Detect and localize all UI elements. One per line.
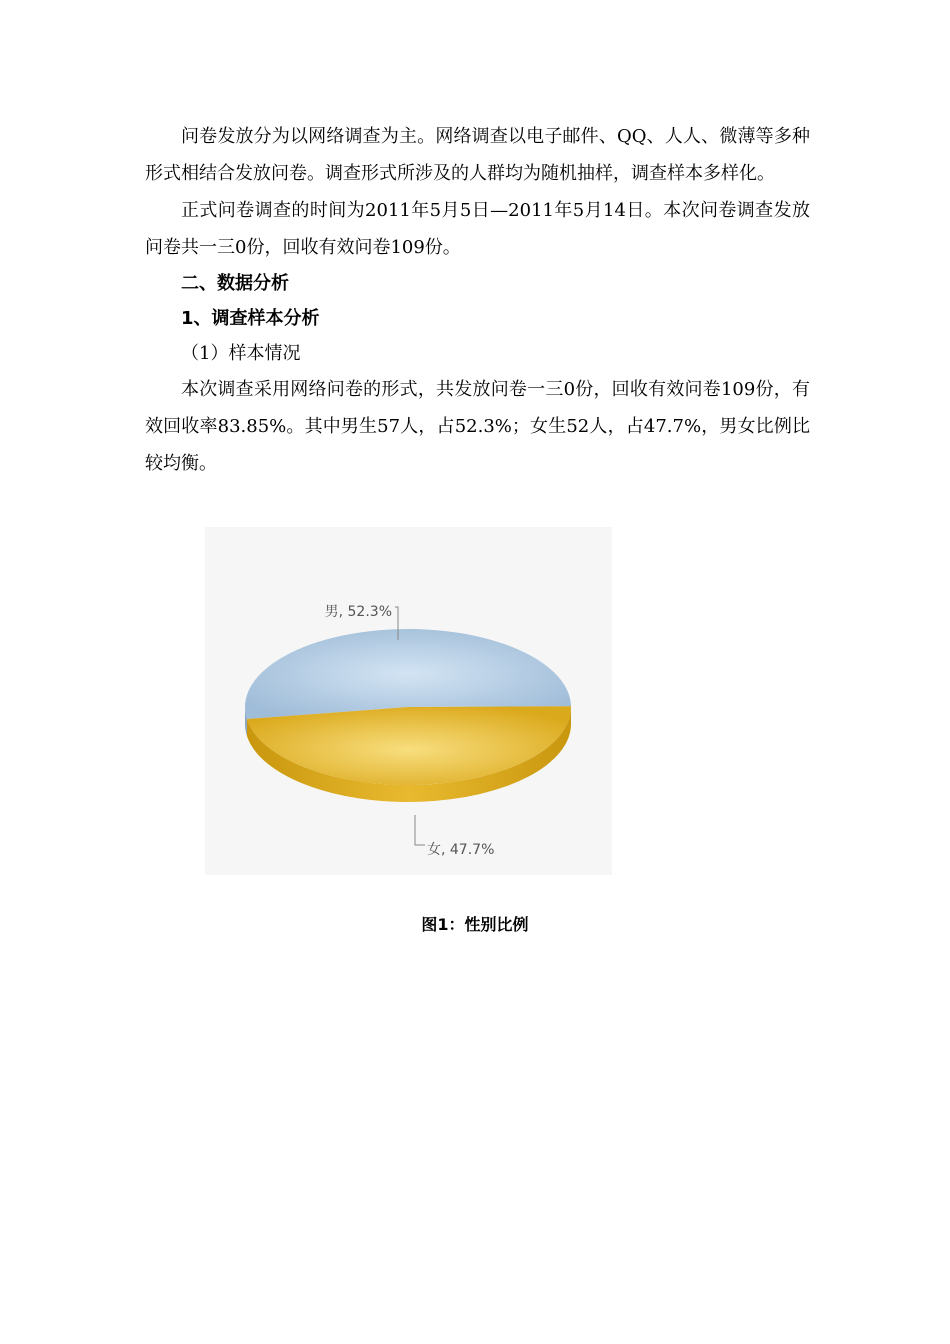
data-label-男: 男, 52.3%	[324, 604, 392, 620]
sub-item-heading: （1）样本情况	[181, 343, 301, 364]
gender-pie-chart	[205, 527, 612, 875]
pie-slice-男	[245, 629, 571, 719]
subsection-heading: 1、调查样本分析	[181, 308, 320, 329]
document-body	[145, 118, 810, 482]
leader-line-女	[415, 815, 425, 845]
section-heading: 二、数据分析	[181, 273, 289, 294]
pie-chart-svg	[205, 527, 612, 875]
figure-caption: 图1：性别比例	[421, 915, 529, 934]
paragraph-sample-analysis: 本次调查采用网络问卷的形式，共发放问卷一三0份，回收有效问卷109份，有效回收率83.85%。其中男生57人，占52.3%；女生52人，占47.7%，男女比例比较均衡。	[145, 379, 810, 474]
paragraph-survey-period: 正式问卷调查的时间为2011年5月5日—2011年5月14日。本次问卷调查发放问卷共一三0份，回收有效问卷109份。	[145, 200, 810, 258]
data-label-女: 女, 47.7%	[427, 842, 495, 858]
paragraph-distribution-method: 问卷发放分为以网络调查为主。网络调查以电子邮件、QQ、人人、微薄等多种形式相结合发放问卷。调查形式所涉及的人群均为随机抽样，调查样本多样化。	[145, 126, 810, 184]
